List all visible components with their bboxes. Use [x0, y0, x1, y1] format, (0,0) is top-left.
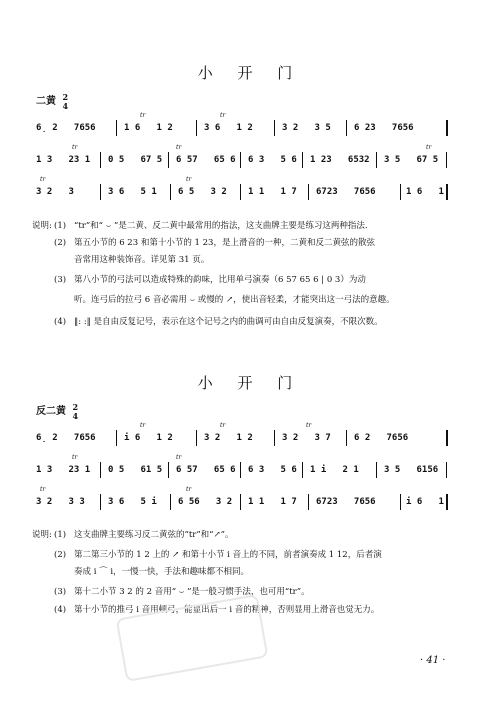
note-index: (4) [54, 605, 67, 615]
note-text: 第二第三小节的 1 2 上的 ↗ 和第十小节 i 音上的不同，前者演奏成 1 12，后者演 [74, 550, 382, 560]
measure: 3 2 3 5 [282, 123, 331, 133]
measure: 3 6 5 1 [108, 187, 157, 197]
note-text: 第八小节的弓法可以造成特殊的韵味，比用单弓演奏（6 57 65 6 | 0 3）为动 [74, 275, 366, 285]
measure: 6 3 5 6 [248, 155, 297, 165]
note-line [32, 547, 462, 564]
piece2-time-signature [72, 403, 78, 421]
page-number: · 41 · [420, 655, 446, 666]
measure: 6723 7656 [316, 497, 376, 507]
notes-label: 说明: [32, 530, 52, 540]
measure: 1 6 1 [406, 187, 444, 197]
note-text: 这支曲牌主要练习反二黄弦的“tr”和“↗”。 [74, 530, 234, 540]
note-line [32, 314, 462, 331]
note-index: (1) [54, 221, 67, 231]
note-index: (2) [54, 238, 67, 248]
measure: 6723 7656 [316, 187, 376, 197]
measure: 6 5 3 2 [178, 187, 227, 197]
piece2-row-1: 6̣ 2 7656 tr i 6 1 2 tr 3 2 1 2 tr 3 2 3 7 6 2 7656 [36, 422, 448, 448]
piece2-key [36, 402, 78, 421]
piece1-time-top: 2 [62, 91, 69, 102]
note-text: 第十二小节 3 2 的 2 音用“ ⌣ ”是一般习惯手法，也可用“tr”。 [74, 587, 310, 597]
note-text: 第五小节的 6 23 和第十小节的 1 23，是上滑音的一种，二黄和反二黄弦的散弦 [74, 238, 375, 248]
note-text: 第十小节的推弓 i 音用顿弓，能显出后一 i 音的精神，否则显用上滑音也觉无力。 [74, 605, 380, 615]
note-line [32, 235, 462, 252]
measure: 1 23 6532 [310, 155, 370, 165]
note-text: “tr”和“ ⌣ ”是二黄、反二黄中最常用的指法，这支曲牌主要是练习这两种指法. [74, 221, 368, 231]
measure: 1 3 23 1 [36, 155, 91, 165]
measure: 3 2 3 [36, 187, 74, 197]
measure: 6 57 65 6 [176, 155, 236, 165]
measure: 0 5 61 5 [108, 465, 163, 475]
piece2-row-3: tr 3 2 3 3 3 6 5 i tr 6 56 3 2 1 1 1 7 6723 7656 i 6 1 [36, 486, 448, 512]
note-index: (1) [54, 530, 67, 540]
measure: i 6 1 2 [124, 433, 173, 443]
piece1-key-name: 二黄 [36, 96, 56, 107]
measure: 6̣ 2 7656 [36, 433, 96, 443]
note-line [32, 218, 462, 235]
note-text-cont: 听。连弓后的拉弓 6 音必需用 ⌣ 或慢的 ↗，使出音轻柔，才能突出这一弓法的意趣。 [74, 295, 395, 305]
measure: i 6 1 [406, 497, 444, 507]
piece2-time-top: 2 [72, 401, 79, 412]
note-index: (3) [54, 275, 67, 285]
measure: 0 5 67 5 [108, 155, 163, 165]
note-line [32, 527, 462, 547]
measure: 3 5 67 5 [384, 155, 439, 165]
note-line [32, 272, 462, 292]
measure: 6 3 5 6 [248, 465, 297, 475]
measure: 3 2 1 2 [204, 433, 253, 443]
piece1-row-2: tr 1 3 23 1 0 5 67 5 tr 6 57 65 6 6 3 5 6 1 23 6532 tr 3 5 67 5 [36, 144, 448, 170]
measure: 3 2 3 3 [36, 497, 85, 507]
piece1-row-1: 6̣ 2 7656 tr 1 6 1 2 tr 3 6 1 2 3 2 3 5 6 23 7656 [36, 112, 448, 138]
piece1-time-signature [62, 93, 68, 111]
measure: 6 2 7656 [354, 433, 409, 443]
note-text: ‖: :‖ 是自由反复记号，表示在这个记号之内的曲调可由自由反复演奏，不限次数。 [74, 317, 383, 327]
measure: 6 56 3 2 [178, 497, 233, 507]
note-line-cont [32, 292, 462, 314]
piece2-row-2: tr 1 3 23 1 0 5 61 5 tr 6 57 65 6 6 3 5 6 1 i 2 1 3 5 6156 [36, 454, 448, 480]
piece2-title: 小 开 门 [197, 374, 303, 392]
piece1-staff [36, 112, 448, 208]
note-text-cont: 奏成 i ⌒ i，一慢一快，手法和趣味都不相同。 [74, 567, 250, 577]
measure: 3 5 6156 [384, 465, 439, 475]
measure: 6 23 7656 [354, 123, 414, 133]
measure: 1 i 2 1 [310, 465, 359, 475]
measure: 1 1 1 7 [248, 187, 297, 197]
measure: 3 2 3 7 [282, 433, 331, 443]
note-line-cont [32, 252, 462, 272]
piece1-time-bottom: 4 [62, 100, 69, 111]
note-index: (2) [54, 550, 67, 560]
measure: 3 6 5 i [108, 497, 157, 507]
measure: 1 3 23 1 [36, 465, 91, 475]
measure: 6 57 65 6 [176, 465, 236, 475]
piece2-key-name: 反二黄 [36, 406, 66, 417]
piece2-staff [36, 422, 448, 518]
measure: 1 1 1 7 [248, 497, 297, 507]
notes-label: 说明: [32, 221, 52, 231]
piece1-notes [32, 218, 462, 331]
piece1-row-3: tr 3 2 3 3 6 5 1 tr 6 5 3 2 1 1 1 7 6723 7656 1 6 1 [36, 176, 448, 202]
note-line-cont [32, 564, 462, 584]
piece1-title: 小 开 门 [197, 64, 303, 82]
note-index: (4) [54, 317, 67, 327]
measure: 1 6 1 2 [124, 123, 173, 133]
measure: 3 6 1 2 [204, 123, 253, 133]
note-text-cont: 音常用这种装饰音。详见第 31 页。 [74, 255, 210, 265]
piece2-time-bottom: 4 [72, 410, 79, 421]
note-index: (3) [54, 587, 67, 597]
measure: 6̣ 2 7656 [36, 123, 96, 133]
piece1-key [36, 92, 68, 111]
